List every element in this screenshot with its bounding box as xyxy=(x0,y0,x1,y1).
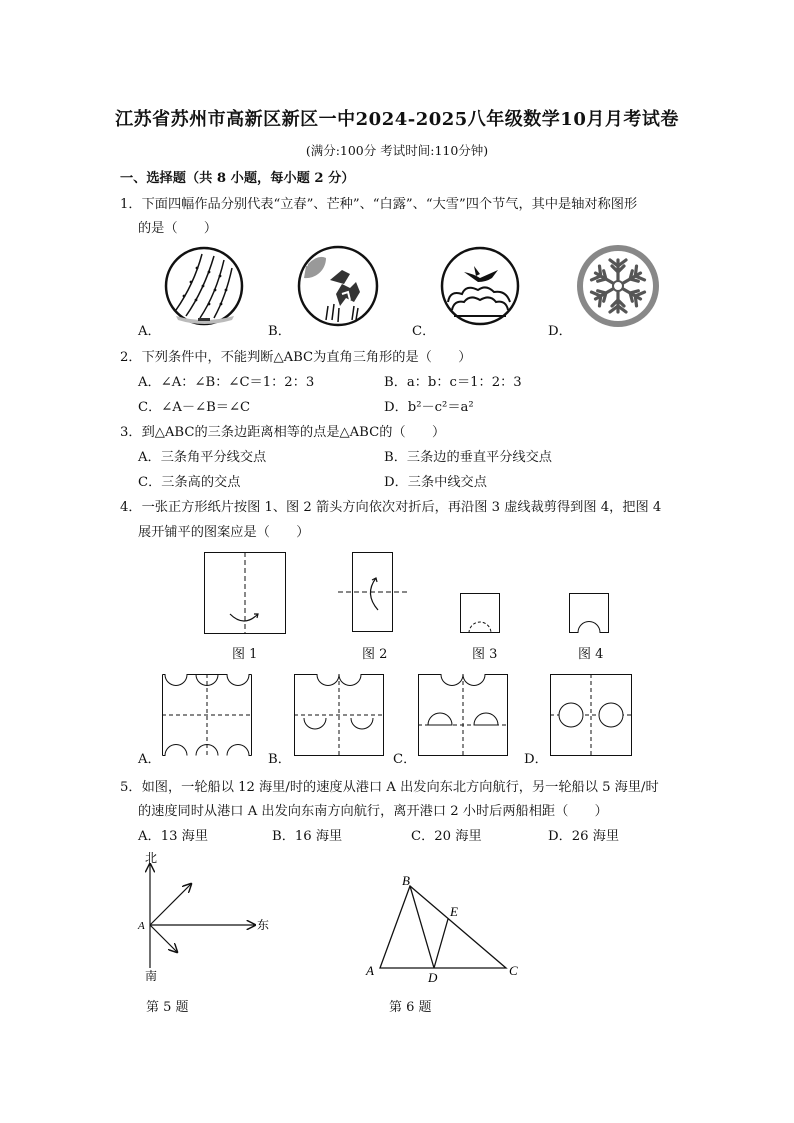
q4-option-c[interactable]: C． xyxy=(393,752,417,767)
q4-option-d-figure[interactable] xyxy=(550,674,632,756)
q1-option-b[interactable]: B． xyxy=(268,324,291,339)
q4-stem-line1: 4．一张正方形纸片按图 1、图 2 箭头方向依次对折后，再沿图 3 虚线裁剪得到图 4，把图 4 xyxy=(120,500,662,515)
q2-option-a[interactable]: A．∠A：∠B：∠C＝1：2：3 xyxy=(138,375,315,390)
q4-figure-2-label: 图 2 xyxy=(362,647,388,662)
fig6-label-d: D xyxy=(428,970,438,985)
q4-figure-4-label: 图 4 xyxy=(578,647,604,662)
q5-option-b[interactable]: B．16 海里 xyxy=(272,829,343,844)
q1-stem-line2: 的是（ ） xyxy=(138,221,218,236)
q3-option-c[interactable]: C．三条高的交点 xyxy=(138,475,241,490)
q4-figure-1 xyxy=(204,552,286,634)
q4-option-c-figure[interactable] xyxy=(418,674,508,756)
q2-option-d[interactable]: D．b²－c²＝a² xyxy=(384,400,474,415)
q3-option-a[interactable]: A．三条角平分线交点 xyxy=(138,450,267,465)
fig6-label-a: A xyxy=(366,963,374,978)
q1-option-d[interactable]: D． xyxy=(548,324,572,339)
q1-image-a xyxy=(164,244,244,328)
q3-option-b[interactable]: B．三条边的垂直平分线交点 xyxy=(384,450,552,465)
q5-stem-line2: 的速度同时从港口 A 出发向东南方向航行，离开港口 2 小时后两船相距（ ） xyxy=(138,804,608,819)
q2-option-c[interactable]: C．∠A－∠B＝∠C xyxy=(138,400,251,415)
q5-option-a[interactable]: A．13 海里 xyxy=(138,829,209,844)
fig6-label-c: C xyxy=(509,963,518,978)
q1-image-d xyxy=(576,244,660,328)
q2-stem: 2．下列条件中，不能判断△ABC为直角三角形的是（ ） xyxy=(120,350,472,365)
fig5-point-a: A xyxy=(138,920,145,932)
q1-stem-line1: 1．下面四幅作品分别代表“立春”、芒种”、“白露”、“大雪”四个节气，其中是轴对称图形 xyxy=(120,197,638,212)
q6-figure-caption: 第 6 题 xyxy=(389,1000,432,1015)
q3-option-d[interactable]: D．三条中线交点 xyxy=(384,475,487,490)
q4-figure-3-label: 图 3 xyxy=(472,647,498,662)
fig6-label-e: E xyxy=(450,904,458,919)
q5-option-d[interactable]: D．26 海里 xyxy=(548,829,620,844)
exam-info: (满分:100分 考试时间:110分钟) xyxy=(305,143,489,158)
q6-figure xyxy=(362,872,532,985)
q4-figure-2 xyxy=(338,552,408,632)
q4-option-b-figure[interactable] xyxy=(294,674,384,756)
q5-figure xyxy=(135,848,275,988)
q3-stem: 3．到△ABC的三条边距离相等的点是△ABC的（ ） xyxy=(120,425,446,440)
fig6-label-b: B xyxy=(402,873,410,888)
q4-figure-3 xyxy=(460,593,500,633)
q4-option-b[interactable]: B． xyxy=(268,752,291,767)
q1-image-c xyxy=(440,244,520,328)
q4-figure-4 xyxy=(569,593,609,633)
page-title: 江苏省苏州市高新区新区一中2024-2025八年级数学10月月考试卷 xyxy=(115,109,679,130)
fig5-north-label: 北 xyxy=(145,851,158,865)
fig5-east-label: 东 xyxy=(257,918,270,932)
q5-option-c[interactable]: C．20 海里 xyxy=(411,829,482,844)
q4-stem-line2: 展开铺平的图案应是（ ） xyxy=(138,525,310,540)
q2-option-b[interactable]: B．a：b：c＝1：2：3 xyxy=(384,375,522,390)
q4-option-a-figure[interactable] xyxy=(162,674,252,756)
q4-option-d[interactable]: D． xyxy=(524,752,548,767)
q4-option-a[interactable]: A． xyxy=(138,752,161,767)
q1-option-c[interactable]: C． xyxy=(412,324,436,339)
q5-stem-line1: 5．如图，一轮船以 12 海里/时的速度从港口 A 出发向东北方向航行，另一轮船以 5 海里/时 xyxy=(120,780,659,795)
q5-figure-caption: 第 5 题 xyxy=(146,1000,189,1015)
fig5-south-label: 南 xyxy=(145,969,158,983)
q1-image-b xyxy=(296,244,380,328)
q1-option-a[interactable]: A． xyxy=(138,324,161,339)
section-heading: 一、选择题（共 8 小题，每小题 2 分） xyxy=(120,171,355,186)
q4-figure-1-label: 图 1 xyxy=(232,647,258,662)
